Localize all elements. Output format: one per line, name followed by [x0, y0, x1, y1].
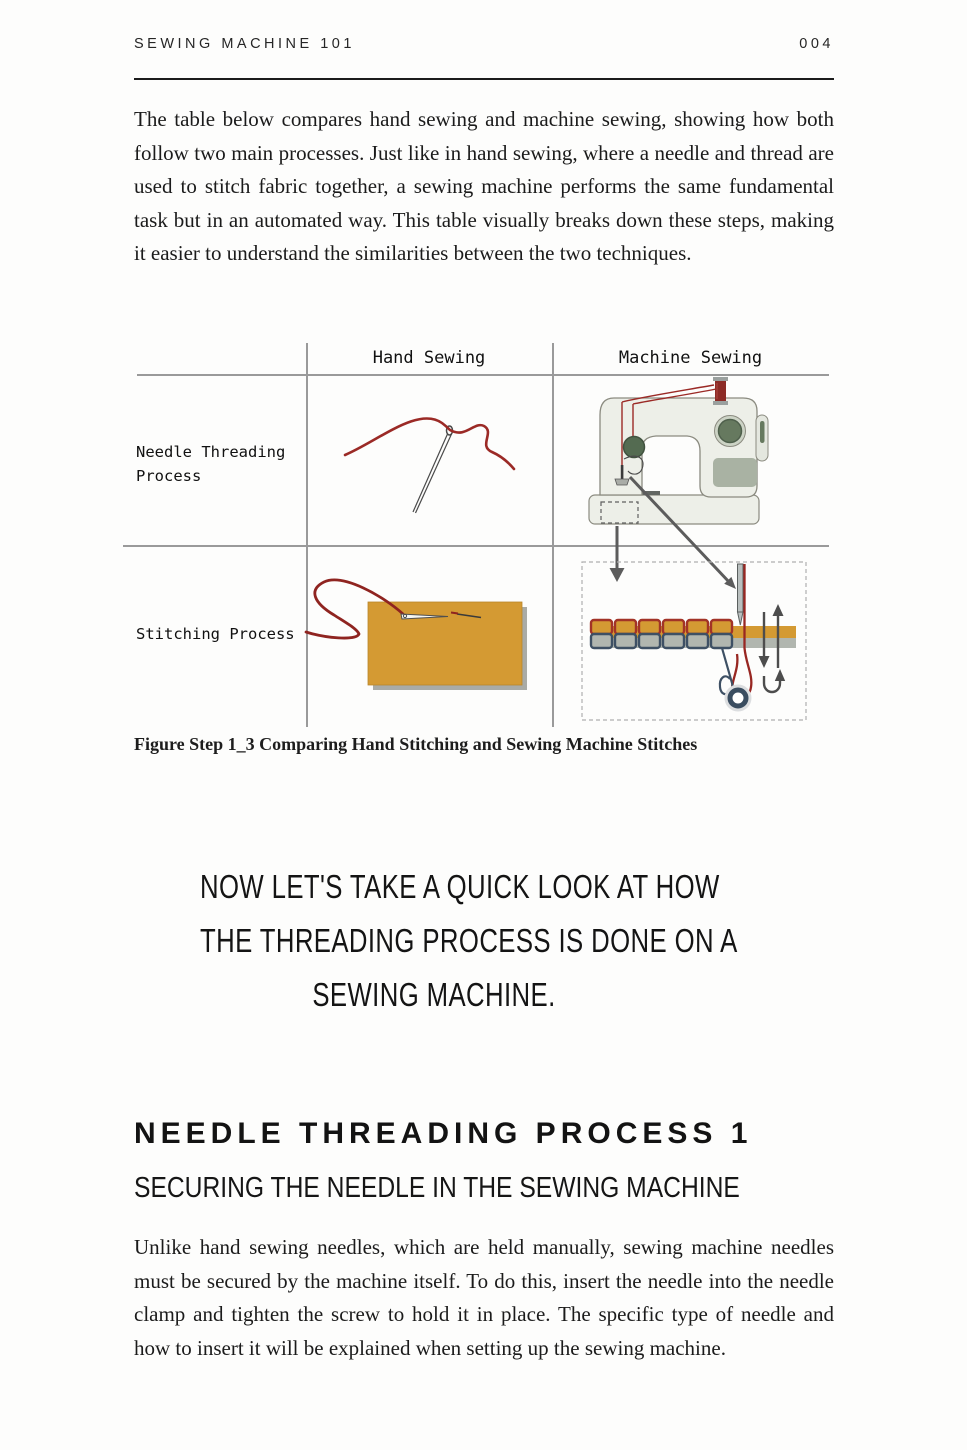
sewing-machine-illustration — [560, 365, 850, 600]
needle — [401, 614, 448, 619]
callout-text — [134, 860, 738, 1022]
pointer-arrows — [610, 477, 737, 589]
fabric-shadow — [373, 607, 527, 690]
bobbin — [725, 685, 752, 712]
tension-dial — [624, 437, 645, 458]
machine-stitch-diagram — [578, 556, 813, 726]
callout-line: THE THREADING PROCESS IS DONE ON A — [200, 922, 738, 959]
page-number: 004 — [799, 36, 834, 52]
hand-needle-and-thread-illustration — [330, 402, 540, 530]
bobbin-compartment — [601, 502, 638, 523]
stitches — [591, 620, 732, 648]
intro-paragraph: The table below compares hand sewing and machine sewing, showing how both follow two main processes. Just like in hand sewing, where a needle and thread are used to stitch fabric together, a sewing machine performs the same fundamental task but in an automated way. This table visually breaks down these steps, making it easier to understand the similarities between the two techniques. — [134, 107, 834, 265]
row-label-needle-threading: Needle Threading Process — [136, 443, 286, 485]
handwheel — [715, 416, 746, 447]
needle-plate — [602, 491, 660, 495]
row-label-stitching: Stitching Process — [136, 625, 295, 643]
needle — [738, 564, 744, 625]
needle — [413, 426, 453, 513]
diagram-border — [582, 562, 806, 720]
table-horizontal-line — [137, 374, 829, 376]
book-title: SEWING MACHINE 101 — [134, 36, 355, 52]
stitch-mark — [457, 614, 481, 618]
bobbin-thread — [720, 648, 733, 694]
hand-stitching-illustration — [295, 568, 540, 703]
section-paragraph: Unlike hand sewing needles, which are held manually, sewing machine needles must be secured by the machine itself. To do this, insert the needle into the needle clamp and tighten the screw to hold it in place. The specific type of needle and how to insert it will be explained when setting up the sewing machine. — [134, 1235, 834, 1360]
figure-caption: Figure Step 1_3 Comparing Hand Stitching and Sewing Machine Stitches — [134, 734, 698, 754]
red-thread — [345, 418, 514, 469]
machine-thread — [622, 385, 716, 467]
column-header-machine-sewing: Machine Sewing — [618, 348, 763, 368]
section-heading: NEEDLE THREADING PROCESS 1 — [134, 1117, 753, 1150]
machine-needle — [615, 465, 629, 485]
column-header-hand-sewing: Hand Sewing — [372, 348, 486, 368]
stitch-panel — [713, 458, 757, 487]
table-horizontal-line — [123, 545, 829, 547]
upper-thread — [732, 564, 751, 699]
table-vertical-line — [306, 343, 308, 727]
thread-spool — [713, 377, 728, 405]
comparison-table — [123, 340, 835, 740]
fabric — [368, 602, 522, 685]
bottom-fabric — [592, 638, 796, 648]
top-fabric — [592, 626, 796, 638]
callout-line: SEWING MACHINE. — [312, 976, 556, 1013]
page-header — [134, 36, 834, 52]
callout-line: NOW LET'S TAKE A QUICK LOOK AT HOW — [200, 868, 720, 905]
red-thread-loop — [306, 580, 403, 638]
header-divider — [134, 78, 834, 80]
table-vertical-line — [552, 343, 554, 727]
section-subheading: SECURING THE NEEDLE IN THE SEWING MACHINE — [134, 1172, 740, 1204]
side-knob — [756, 415, 768, 461]
direction-arrows — [759, 604, 786, 692]
